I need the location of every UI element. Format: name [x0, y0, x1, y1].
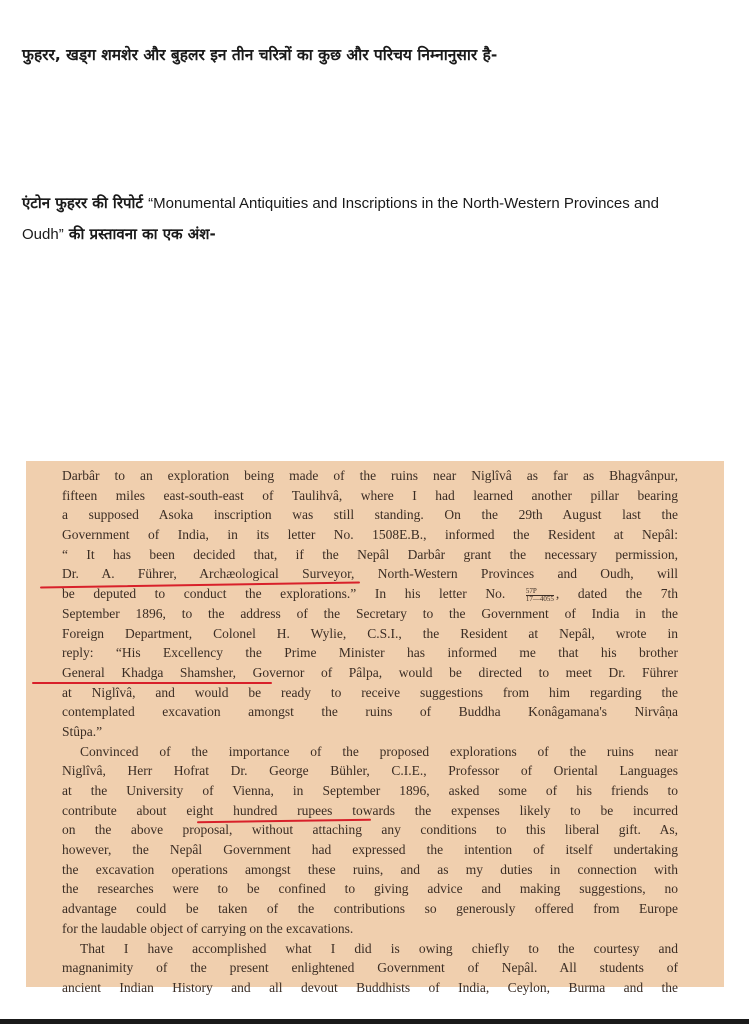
- scan-line-7-start: be deputed to conduct the explorations.” In his letter No.: [62, 586, 506, 602]
- scan-line-17: at the University of Vienna, in September 1896, asked some of his friends to: [62, 783, 678, 798]
- scan-line-2: fifteen miles east-south-east of Taulihvâ, where I had learned another pillar bearing: [62, 487, 678, 503]
- bottom-edge-bar: [0, 1019, 749, 1024]
- scan-line-12: at Niglîvâ, and would be ready to receive suggestions from him regarding the: [62, 684, 678, 700]
- scan-line-19: on the above proposal, without attaching any conditions to this liberal gift. As,: [62, 822, 678, 838]
- scan-line-7: be deputed to conduct the explorations.” In his letter No. $\frac{57P}{17—4055}$ , dated the 7th: [62, 586, 678, 603]
- scan-line-18: contribute about eight hundred rupees towards the expenses likely to be incurred: [62, 802, 678, 818]
- scan-line-25: That I have accomplished what I did is owing chiefly to the courtesy and: [80, 940, 678, 956]
- scan-line-6: Dr. A. Führer, Archæological Surveyor, North-Western Provinces and Oudh, will: [62, 566, 678, 582]
- scan-line-20: however, the Nepâl Government had expressed the intention of itself undertaking: [62, 842, 678, 858]
- scan-line-3: a supposed Asoka inscription was still standing. On the 29th August last the: [62, 507, 678, 523]
- intro-prefix: एंटोन फुहरर की रिपोर्ट: [22, 194, 149, 212]
- scan-line-7-end: dated the 7th: [577, 586, 678, 602]
- intro-paragraph: [22, 188, 737, 250]
- scan-line-8: September 1896, to the address of the Secretary to the Government of India in the: [62, 605, 678, 621]
- scan-line-21: the excavation operations amongst these ruins, and as my duties in connection with: [62, 861, 678, 877]
- scan-line-1: Darbâr to an exploration being made of the ruins near Niglîvâ as far as Bhagvânpur,: [62, 468, 678, 483]
- scan-line-22: the researches were to be confined to giving advice and making suggestions, no: [62, 881, 678, 897]
- page-heading: फुहरर, खड्ग शमशेर और बुहलर इन तीन चरित्रों का कुछ और परिचय निम्नानुसार है-: [22, 46, 498, 64]
- intro-suffix: की प्रस्तावना का एक अंश-: [63, 225, 216, 243]
- scan-line-4: Government of India, in its letter No. 1508E.B., informed the Resident at Nepâl:: [62, 527, 678, 543]
- scan-line-27: ancient Indian History and all devout Buddhists of India, Ceylon, Burma and the: [62, 979, 678, 995]
- scan-line-5: “ It has been decided that, if the Nepâl Darbâr grant the necessary permission,: [62, 546, 678, 562]
- scanned-text: [62, 466, 678, 998]
- scan-line-10: reply: “His Excellency the Prime Minister has informed me that his brother: [62, 645, 678, 661]
- scan-line-13: contemplated excavation amongst the ruins of Buddha Konâgamana's Nirvâṇa: [62, 704, 678, 720]
- scan-line-16: Niglîvâ, Herr Hofrat Dr. George Bühler, C.I.E., Professor of Oriental Languages: [62, 763, 678, 779]
- letter-number-fraction: [526, 588, 554, 603]
- report-title-part1: “Monumental Antiquities and Inscriptions in the North-Western Provinces and: [148, 195, 659, 212]
- report-title-part2: Oudh”: [22, 226, 64, 243]
- scanned-page-excerpt: [26, 461, 724, 995]
- scan-line-9: Foreign Department, Colonel H. Wylie, C.S.I., the Resident at Nepâl, wrote in: [62, 625, 678, 641]
- scan-line-26: magnanimity of the present enlightened Government of Nepâl. All students of: [62, 960, 678, 976]
- fraction-numerator: 57P: [526, 588, 554, 596]
- scan-line-23: advantage could be taken of the contributions so generously offered from Europe: [62, 901, 678, 917]
- scan-line-14: Stûpa.”: [62, 723, 103, 739]
- red-underline-khadga-shamsher: [32, 682, 272, 684]
- scan-line-24: for the laudable object of carrying on the excavations.: [62, 920, 354, 936]
- scan-line-11: General Khadga Shamsher, Governor of Pâlpa, would be directed to meet Dr. Führer: [62, 664, 678, 680]
- scan-line-15: Convinced of the importance of the proposed explorations of the ruins near: [80, 743, 678, 759]
- fraction-denominator: 17—4055: [525, 594, 554, 603]
